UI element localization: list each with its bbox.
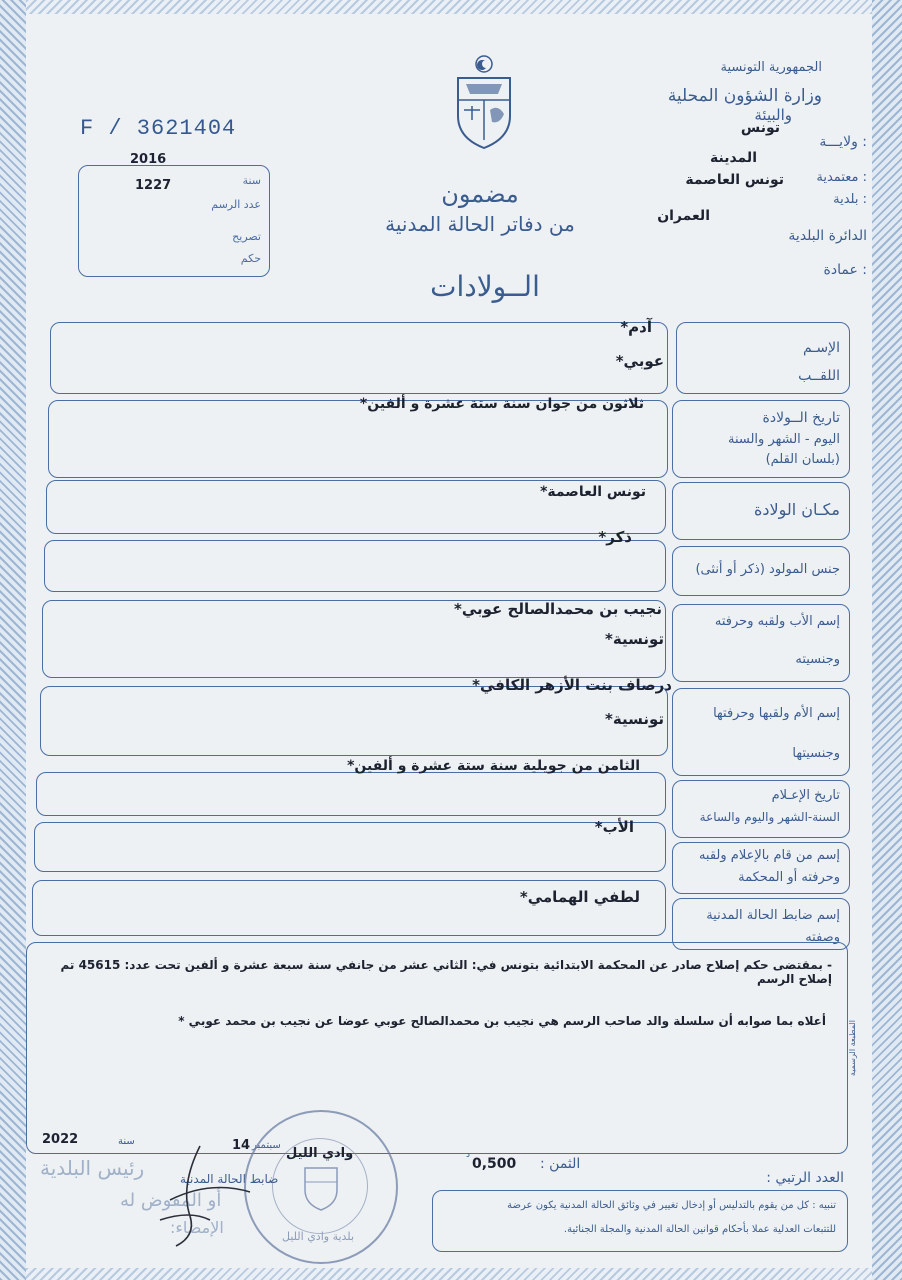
row-label: وجنسيته [795, 652, 840, 667]
row-label: إسم الأم ولقبها وحرفتها [713, 706, 840, 721]
price-value: 0,500 [472, 1156, 517, 1172]
row-label: مكـان الولادة [753, 500, 840, 519]
field-box [36, 772, 666, 816]
printer-code: المطبعة الرسمية [848, 1020, 857, 1077]
field-box [44, 540, 666, 592]
sex-value: ذكر* [598, 528, 632, 546]
register-year-value: 2016 [130, 152, 167, 167]
row-label: إسم ضابط الحالة المدنية [706, 908, 840, 923]
title-madmoun: مضمون [441, 180, 519, 208]
security-border-top [26, 0, 872, 14]
register-declaration-label: تصريح [232, 230, 261, 243]
wilaya-label: ولايـــة : [819, 134, 867, 150]
republic-name: الجمهورية التونسية [720, 60, 822, 75]
baladiya-value: العمران [657, 208, 710, 224]
day-value: 14 [232, 1138, 251, 1153]
madina-value: المدينة [710, 150, 757, 166]
correction-note-line1: - بمقتضى حكم إصلاح صادر عن المحكمة الابتدائية بتونس في: الثاني عشر من جانفي سنة سبعة عشرة و ألفين تحت عدد: 45615 تم إصلاح الرسم [60, 958, 832, 986]
row-label: إسم الأب ولقبه وحرفته [714, 614, 840, 629]
security-border-right [872, 0, 902, 1280]
row-label: وصفته [805, 930, 840, 945]
field-box [34, 822, 666, 872]
mutamadiya-value: تونس العاصمة [685, 172, 784, 188]
row-label: إسم من قام بالإعلام ولقبه [698, 848, 840, 863]
coat-of-arms-icon [452, 52, 516, 152]
label-box [672, 688, 850, 776]
mayor-label: رئيس البلدية [40, 1156, 145, 1180]
register-number-value: 1227 [135, 178, 172, 193]
register-box [78, 165, 270, 277]
row-label: (بلسان القلم) [765, 452, 840, 467]
baladiya-label: بلدية : [833, 192, 867, 207]
child-first-name: آدم* [620, 318, 652, 336]
price-label: الثمن : [540, 1156, 581, 1172]
title-registers: من دفاتر الحالة المدنية [385, 212, 575, 236]
ministry-name-2: والبيئة [754, 106, 792, 124]
mother-name-value: درصاف بنت الأزهر الكافي* [472, 676, 672, 694]
security-border-bottom [26, 1268, 872, 1280]
mutamadiya-label: معتمدية : [816, 170, 867, 185]
row-label: وحرفته أو المحكمة [738, 870, 840, 885]
child-last-name: عوبي* [615, 352, 664, 370]
declaration-date-value: الثامن من جويلية سنة ستة عشرة و ألفين* [347, 758, 640, 774]
wilaya-value: تونس [740, 120, 780, 136]
correction-note-line2: أعلاه بما صوابه أن سلسلة والد صاحب الرسم هي نجيب بن محمدالصالح عوبي عوضا عن نجيب بن محمد عوبي * [178, 1014, 826, 1028]
row-label: الإسـم [802, 340, 840, 356]
month-value: سبتمبر [252, 1140, 281, 1151]
stamp-text: بلدية وادي الليل [282, 1230, 355, 1243]
warning-line2: للتتبعات العدلية عملا بأحكام قوانين الحالة المدنية والمجلة الجنائية. [563, 1224, 836, 1235]
stamp-emblem-icon [301, 1162, 341, 1212]
daira-label: الدائرة البلدية [788, 228, 867, 244]
birth-place-value: تونس العاصمة* [540, 484, 646, 500]
father-nationality-value: تونسية* [605, 630, 664, 648]
register-number-label: عدد الرسم [211, 198, 261, 211]
field-box [50, 322, 668, 394]
row-label: وجنسيتها [792, 746, 840, 761]
ministry-name: وزارة الشؤون المحلية [667, 86, 822, 106]
register-year-label: سنة [242, 174, 261, 187]
serial-label: العدد الرتبي : [766, 1170, 844, 1186]
price-unit: د [466, 1150, 471, 1160]
row-label: اليوم - الشهر والسنة [727, 432, 840, 447]
handwritten-signature [140, 1140, 260, 1250]
officer-label: ضابط الحالة المدنية [180, 1172, 279, 1186]
municipal-stamp [244, 1110, 398, 1264]
title-births: الــولادات [430, 270, 540, 303]
field-box [40, 686, 668, 756]
father-name-value: نجيب بن محمدالصالح عوبي* [454, 600, 662, 618]
serial-number: F / 3621404 [80, 116, 237, 141]
mother-nationality-value: تونسية* [605, 710, 664, 728]
place-value: وادي الليل [286, 1146, 354, 1161]
warning-line1: تنبيه : كل من يقوم بالتدليس أو إدخال تغيير في وثائق الحالة المدنية يكون عرضة [507, 1200, 836, 1211]
omada-label: عمادة : [823, 262, 867, 278]
row-label: السنة-الشهر واليوم والساعة [699, 810, 840, 824]
row-label: تاريخ الإعـلام [771, 788, 840, 803]
year-label: سنة [118, 1136, 135, 1147]
row-label: جنس المولود (ذكر أو أنثى) [695, 562, 840, 577]
delegate-label: أو المفوض له [120, 1190, 222, 1211]
year-value: 2022 [42, 1132, 79, 1147]
birth-date-value: ثلاثون من جوان سنة ستة عشرة و ألفين* [359, 396, 644, 412]
row-label: اللقــب [798, 368, 840, 384]
register-judgment-label: حكم [240, 252, 261, 265]
officer-name-value: لطفي الهمامي* [519, 888, 640, 906]
security-border-left [0, 0, 26, 1280]
row-label: تاريخ الــولادة [762, 410, 840, 426]
signature-label: الإمضاء: [170, 1218, 224, 1237]
declarant-value: الأب* [594, 818, 634, 836]
